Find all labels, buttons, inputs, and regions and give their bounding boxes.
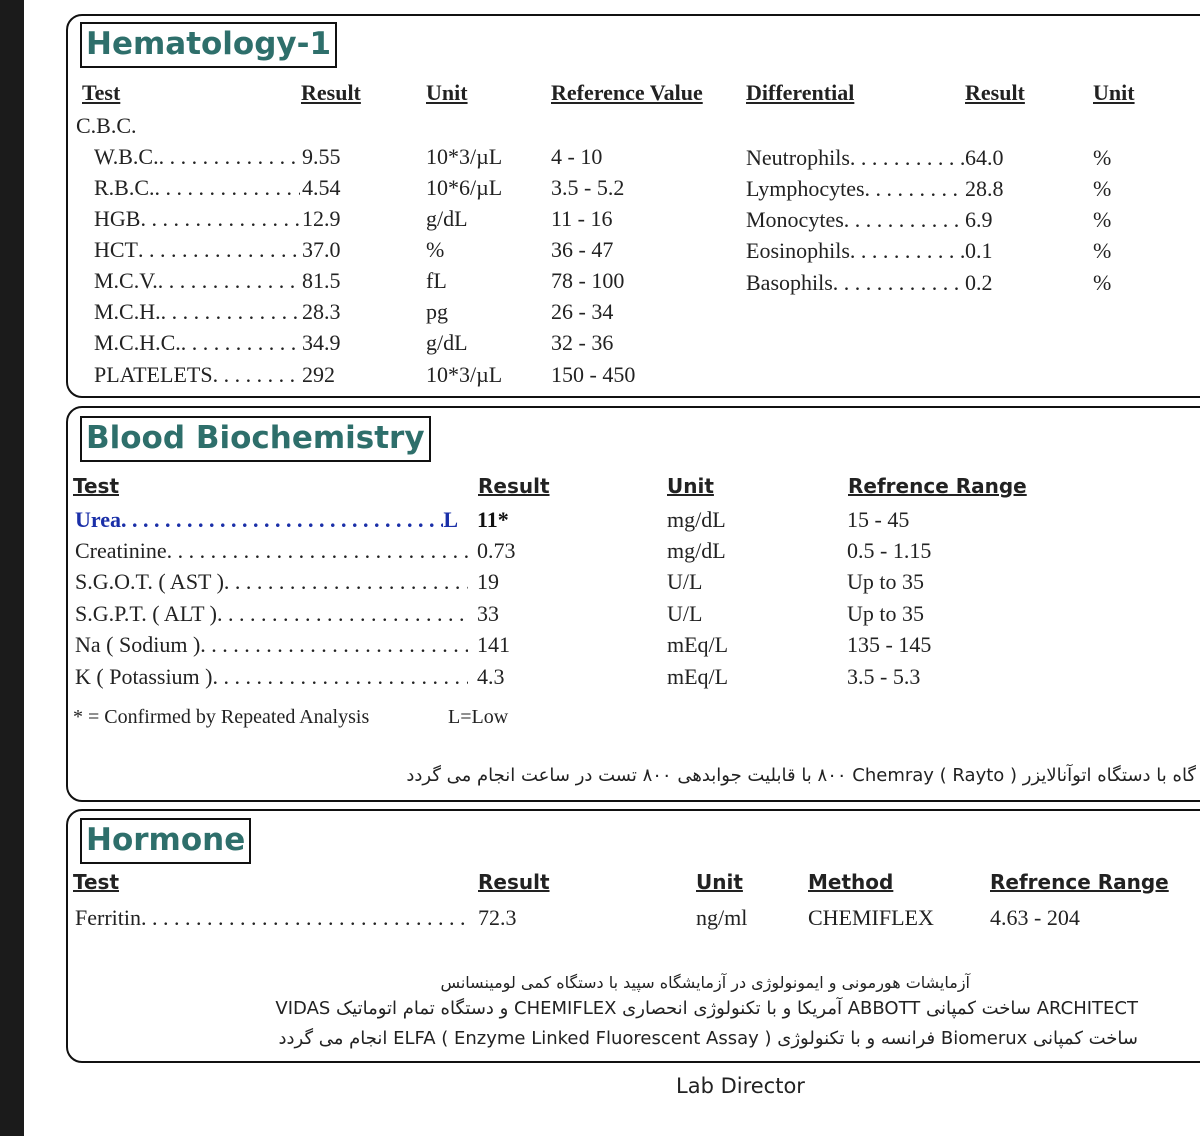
range-value: Up to 35 xyxy=(847,601,924,626)
table-row xyxy=(94,362,300,388)
hematology-section xyxy=(66,14,1200,398)
differential-unit: % xyxy=(1093,270,1112,295)
reference-value: 4 - 10 xyxy=(551,144,603,169)
unit-value: 10*3/µL xyxy=(426,144,503,169)
test-name: Creatinine xyxy=(75,538,167,563)
result-value: 81.5 xyxy=(302,268,341,293)
table-row xyxy=(75,507,458,533)
table-row xyxy=(746,176,964,202)
reference-value: 78 - 100 xyxy=(551,268,625,293)
bio-header-result: Result xyxy=(478,474,550,498)
test-name: R.B.C. xyxy=(94,175,155,200)
biochemistry-section xyxy=(66,406,1200,802)
differential-name: Monocytes xyxy=(746,207,844,232)
table-row xyxy=(94,206,300,232)
confirmed-note: * = Confirmed by Repeated Analysis xyxy=(73,706,370,728)
table-row xyxy=(94,268,300,294)
table-row xyxy=(75,538,468,564)
table-row xyxy=(94,144,300,170)
unit-value: % xyxy=(426,237,445,262)
range-value: 15 - 45 xyxy=(847,507,910,532)
range-value: 0.5 - 1.15 xyxy=(847,538,932,563)
table-row xyxy=(75,905,468,931)
test-name: M.C.H.C. xyxy=(94,330,181,355)
table-row xyxy=(746,207,964,233)
reference-value: 26 - 34 xyxy=(551,299,614,324)
hem-header-differential: Differential xyxy=(746,80,855,105)
bio-header-unit: Unit xyxy=(667,474,714,498)
differential-name: Neutrophils xyxy=(746,145,850,170)
reference-value: 11 - 16 xyxy=(551,206,613,231)
unit-value: 10*6/µL xyxy=(426,175,503,200)
table-row xyxy=(94,237,300,263)
result-value: 12.9 xyxy=(302,206,341,231)
test-name: K ( Potassium ) xyxy=(75,664,213,689)
unit-value: mg/dL xyxy=(667,538,726,563)
unit-value: fL xyxy=(426,268,447,293)
result-value: 37.0 xyxy=(302,237,341,262)
reference-value: 36 - 47 xyxy=(551,237,614,262)
table-row xyxy=(94,175,300,201)
differential-name: Lymphocytes xyxy=(746,176,865,201)
bio-header-range: Refrence Range xyxy=(848,474,1027,498)
reference-value: 150 - 450 xyxy=(551,362,636,387)
reference-value: 3.5 - 5.2 xyxy=(551,175,625,200)
differential-name: Eosinophils xyxy=(746,238,850,263)
hematology-title: Hematology-1 xyxy=(80,22,337,68)
hormone-note-line1: آزمایشات هورمونی و ایمونولوژی در آزمایشگاه سپید با دستگاه کمی لومینسانس xyxy=(440,973,970,992)
test-name: PLATELETS xyxy=(94,362,213,387)
differential-result: 6.9 xyxy=(965,207,993,232)
result-value: 11* xyxy=(477,507,509,532)
range-value: 4.63 - 204 xyxy=(990,905,1080,930)
result-value: 33 xyxy=(477,601,499,626)
test-name: S.G.O.T. ( AST ) xyxy=(75,569,224,594)
hormone-note-line2: ARCHITECT ساخت کمپانی ABBOTT آمریکا و با تکنولوژی انحصاری CHEMIFLEX و دستگاه تمام اتوماتیک VIDAS xyxy=(275,998,1138,1019)
low-flag: L xyxy=(443,507,458,532)
cbc-group-label: C.B.C. xyxy=(76,113,137,138)
differential-unit: % xyxy=(1093,145,1112,170)
hem-header-result2: Result xyxy=(965,80,1025,105)
range-value: Up to 35 xyxy=(847,569,924,594)
unit-value: g/dL xyxy=(426,330,468,355)
result-value: 0.73 xyxy=(477,538,516,563)
unit-value: mg/dL xyxy=(667,507,726,532)
result-value: 19 xyxy=(477,569,499,594)
reference-value: 32 - 36 xyxy=(551,330,614,355)
table-row xyxy=(746,270,964,296)
differential-result: 0.1 xyxy=(965,238,993,263)
test-name: Urea xyxy=(75,507,122,532)
result-value: 34.9 xyxy=(302,330,341,355)
analyzer-note: گاه با دستگاه اتوآنالایزر ( Rayto ) ۸۰۰ Chemray با قابلیت جوابدهی ۸۰۰ تست در ساعت انجام می گردد xyxy=(406,765,1196,786)
table-row xyxy=(75,569,468,595)
unit-value: ng/ml xyxy=(696,905,748,930)
table-row xyxy=(746,145,964,171)
test-name: S.G.P.T. ( ALT ) xyxy=(75,601,218,626)
test-name: M.C.V. xyxy=(94,268,158,293)
left-edge-bar xyxy=(0,0,24,1136)
unit-value: U/L xyxy=(667,569,703,594)
result-value: 9.55 xyxy=(302,144,341,169)
biochemistry-title: Blood Biochemistry xyxy=(80,416,431,462)
table-row xyxy=(75,632,468,658)
bio-header-test: Test xyxy=(73,474,120,498)
result-value: 4.54 xyxy=(302,175,341,200)
unit-value: pg xyxy=(426,299,448,324)
hem-header-unit: Unit xyxy=(426,80,468,105)
hem-header-result: Result xyxy=(301,80,361,105)
hem-header-test: Test xyxy=(82,80,121,105)
unit-value: 10*3/µL xyxy=(426,362,503,387)
result-value: 4.3 xyxy=(477,664,505,689)
hor-header-range: Refrence Range xyxy=(990,870,1169,894)
differential-result: 64.0 xyxy=(965,145,1004,170)
hormone-section xyxy=(66,809,1200,1063)
hem-header-reference: Reference Value xyxy=(551,80,703,105)
test-name: M.C.H. xyxy=(94,299,161,324)
table-row xyxy=(75,664,468,690)
result-value: 141 xyxy=(477,632,510,657)
test-name: W.B.C. xyxy=(94,144,159,169)
hormone-title: Hormone xyxy=(80,818,251,864)
unit-value: mEq/L xyxy=(667,632,729,657)
differential-result: 28.8 xyxy=(965,176,1004,201)
table-row xyxy=(94,330,300,356)
result-value: 28.3 xyxy=(302,299,341,324)
differential-unit: % xyxy=(1093,238,1112,263)
result-value: 292 xyxy=(302,362,335,387)
differential-unit: % xyxy=(1093,176,1112,201)
result-value: 72.3 xyxy=(478,905,517,930)
test-name: Ferritin xyxy=(75,905,141,930)
hem-header-unit2: Unit xyxy=(1093,80,1135,105)
hor-header-unit: Unit xyxy=(696,870,743,894)
differential-name: Basophils xyxy=(746,270,833,295)
range-value: 3.5 - 5.3 xyxy=(847,664,921,689)
differential-unit: % xyxy=(1093,207,1112,232)
table-row xyxy=(75,601,468,627)
hormone-note-line3: ساخت کمپانی Biomerux فرانسه و با تکنولوژی ( Enzyme Linked Fluorescent Assay ) ELFA انجام می گردد xyxy=(278,1028,1138,1049)
unit-value: g/dL xyxy=(426,206,468,231)
table-row xyxy=(746,238,964,264)
test-name: HCT xyxy=(94,237,138,262)
table-row xyxy=(94,299,300,325)
unit-value: mEq/L xyxy=(667,664,729,689)
differential-result: 0.2 xyxy=(965,270,993,295)
hor-header-result: Result xyxy=(478,870,550,894)
method-value: CHEMIFLEX xyxy=(808,905,934,930)
test-name: Na ( Sodium ) xyxy=(75,632,201,657)
hor-header-test: Test xyxy=(73,870,120,894)
lab-director-signature: Lab Director xyxy=(676,1074,805,1098)
hor-header-method: Method xyxy=(808,870,894,894)
low-note: L=Low xyxy=(448,706,509,728)
test-name: HGB xyxy=(94,206,141,231)
unit-value: U/L xyxy=(667,601,703,626)
range-value: 135 - 145 xyxy=(847,632,932,657)
